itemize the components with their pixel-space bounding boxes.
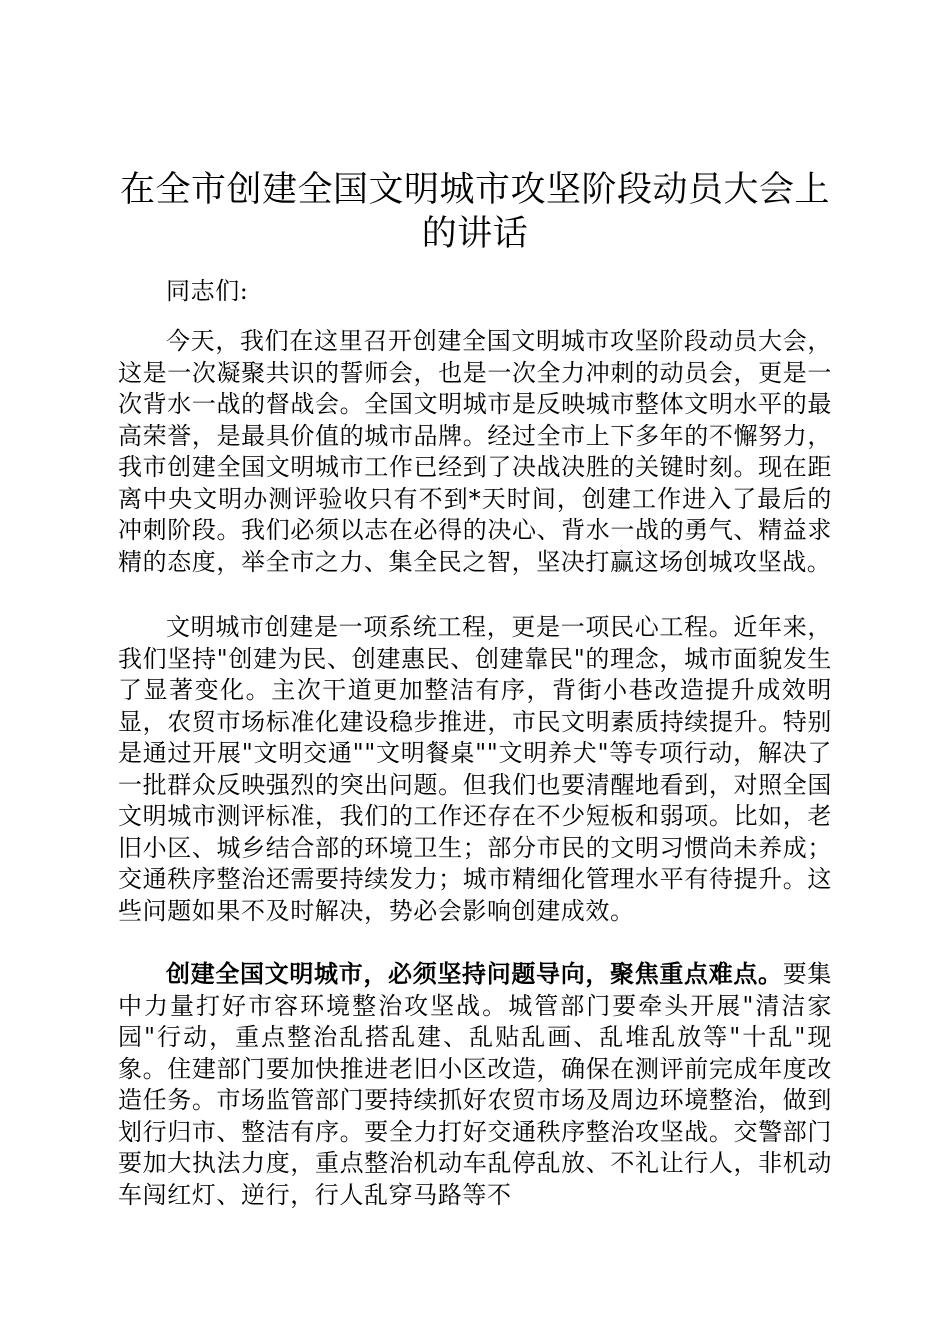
- paragraph-3-lead: 创建全国文明城市，必须坚持问题导向，聚焦重点难点。: [166, 959, 783, 988]
- paragraph-2: 文明城市创建是一项系统工程，更是一项民心工程。近年来，我们坚持"创建为民、创建惠民、创建靠民"的理念，城市面貌发生了显著变化。主次干道更加整洁有序，背街小巷改造提升成效明显，农贸市场标准化建设稳步推进，市民文明素质持续提升。特别是通过开展"文明交通""文明餐桌""文明养犬"等专项行动，解决了一批群众反映强烈的突出问题。但我们也要清醒地看到，对照全国文明城市测评标准，我们的工作还存在不少短板和弱项。比如，老旧小区、城乡结合部的环境卫生；部分市民的文明习惯尚未养成；交通秩序整治还需要持续发力；城市精细化管理水平有待提升。这些问题如果不及时解决，势必会影响创建成效。: [118, 613, 832, 925]
- paragraph-1: 今天，我们在这里召开创建全国文明城市攻坚阶段动员大会，这是一次凝聚共识的誓师会，也是一次全力冲刺的动员会，更是一次背水一战的督战会。全国文明城市是反映城市整体文明水平的最高荣誉，是最具价值的城市品牌。经过全市上下多年的不懈努力，我市创建全国文明城市工作已经到了决战决胜的关键时刻。现在距离中央文明办测评验收只有不到*天时间，创建工作进入了最后的冲刺阶段。我们必须以志在必得的决心、背水一战的勇气、精益求精的态度，举全市之力、集全民之智，坚决打赢这场创城攻坚战。: [118, 327, 832, 576]
- paragraph-3-text: 要集中力量打好市容环境整治攻坚战。城管部门要牵头开展"清洁家园"行动，重点整治乱搭乱建、乱贴乱画、乱堆乱放等"十乱"现象。住建部门要加快推进老旧小区改造，确保在测评前完成年度改造任务。市场监管部门要持续抓好农贸市场及周边环境整治，做到划行归市、整洁有序。要全力打好交通秩序整治攻坚战。交警部门要加大执法力度，重点整治机动车乱停乱放、不礼让行人，非机动车闯红灯、逆行，行人乱穿马路等不: [118, 960, 833, 1209]
- paragraph-3: [118, 958, 832, 1211]
- salutation: 同志们:: [166, 277, 249, 305]
- document-title: 在全市创建全国文明城市攻坚阶段动员大会上的讲话: [119, 170, 830, 254]
